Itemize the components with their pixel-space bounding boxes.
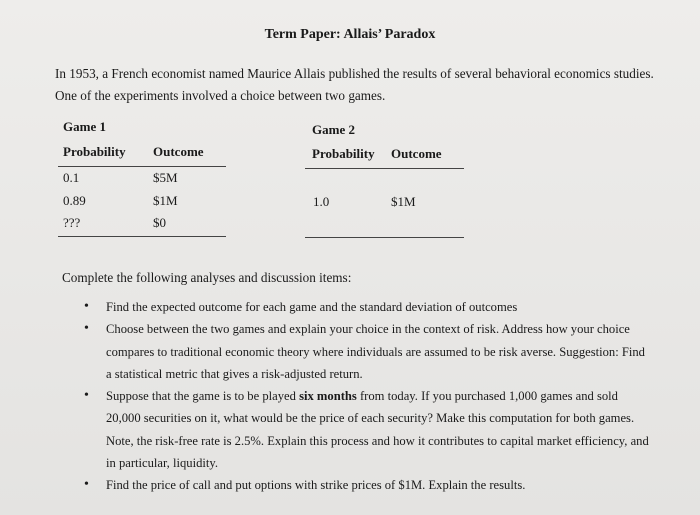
game2-row1-outcome: $1M [391,194,416,209]
bullet-icon: • [84,321,89,337]
list-item [80,296,650,318]
game1-col-outcome: Outcome [153,144,204,159]
list-item [80,474,650,496]
list-item-text [106,389,649,470]
list-item-text-bold: six months [299,389,357,404]
game1-bottom-rule [58,236,226,237]
game1-row3-probability: ??? [63,215,81,230]
game1-heading: Game 1 [63,119,106,134]
game2-row1-probability: 1.0 [313,194,330,209]
list-item-text-after: from today. If you purchased 1,000 games and sold 20,000 securities on it, what would be the price of each security? Make this computation for both games. Note, the risk-free rate is 2.5%. Explain this process and how it contributes to capital market efficiency, and in particular, liquidity. [106,389,649,471]
game1-header-rule [58,166,226,167]
game1-col-probability: Probability [63,144,126,159]
game2-bottom-rule [305,237,464,238]
list-item-text-before: Suppose that the game is to be played [106,389,300,404]
game1-row3-outcome: $0 [153,215,166,230]
complete-heading: Complete the following analyses and discussion items: [62,270,352,285]
game2-col-outcome: Outcome [391,146,442,161]
bullet-icon: • [84,477,89,493]
bullet-icon: • [84,299,89,314]
page-title: Term Paper: Allais’ Paradox [264,27,436,42]
game1-row1-outcome: $5M [153,170,178,185]
intro-paragraph: In 1953, a French economist named Maurice Allais published the results of several behavioral economics studies. One of the experiments involved a choice between two games. [55,66,654,103]
list-item [80,318,650,385]
analysis-items-list [80,296,650,497]
game1-row2-probability: 0.89 [63,193,86,208]
list-item [80,385,650,474]
list-item-text: Find the price of call and put options with strike prices of $1M. Explain the results. [106,478,526,493]
list-item-text: Find the expected outcome for each game and the standard deviation of outcomes [106,300,518,314]
game1-row1-probability: 0.1 [63,170,80,185]
game2-header-rule [305,168,464,169]
game2-heading: Game 2 [312,122,355,137]
game1-row2-outcome: $1M [153,193,178,208]
list-item-text: Choose between the two games and explain your choice in the context of risk. Address how your choice compares to traditional economic theory where individuals are assumed to be risk averse. Suggestion: Find a statistical metric that gives a risk-adjusted return. [106,322,645,381]
bullet-icon: • [84,388,89,404]
game2-col-probability: Probability [312,146,375,161]
